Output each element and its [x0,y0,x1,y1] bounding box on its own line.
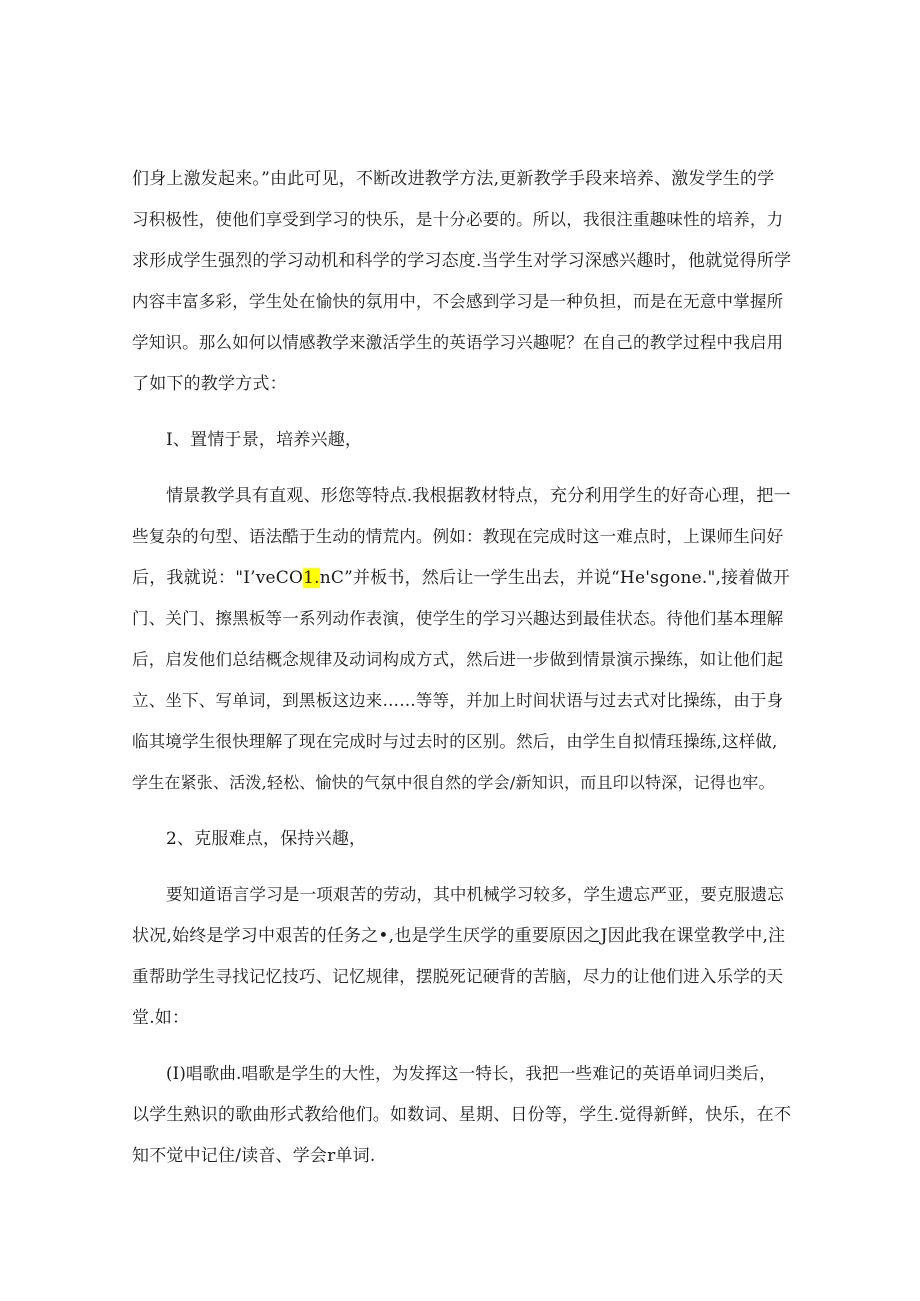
paragraph-line: 情景教学具有直观、形您等特点.我根据教材特点，充分利用学生的好奇心理，把一 [166,486,791,506]
paragraph-line: 知不觉中记住/读音、学会r单词. [132,1146,376,1166]
paragraph-line: 立、坐下、写单词，到黑板这边来……等等，并加上时间状语与过去式对比操练，由于身 [132,691,784,710]
highlighted-text: 1. [303,568,320,588]
paragraph-line: 状况,始终是学习中艰苦的任务之•,也是学生厌学的重要原因之J因此我在课堂教学中,注 [132,926,786,946]
paragraph-line: 学生在紧张、活泼,轻松、愉快的气氛中很自然的学会/新知识，而且印以特深，记得也牢。 [132,773,775,792]
paragraph-line [132,567,790,589]
line-text: nC”并板书，然后让一学生出去，并说“He'sgone.",接着做开 [319,568,790,588]
paragraph-line: 们身上激发起来。”由此可见，不断改进教学方法,更新教学手段来培养、激发学生的学 [132,169,775,189]
paragraph-line: 了如下的教学方式： [132,374,287,394]
section-heading-1: I、置情于景，培养兴趣， [166,430,363,450]
paragraph-line: 要知道语言学习是一项艰苦的劳动，其中机械学习较多，学生遗忘严亚，要克服遗忘 [166,885,784,904]
paragraph-line: 以学生熟识的歌曲形式教给他们。如数词、星期、日份等，学生.觉得新鲜，快乐，在不 [132,1105,792,1125]
paragraph-line: 内容丰富多彩，学生处在愉快的氛用中，不会感到学习是一种负担，而是在无意中掌握所 [132,292,784,311]
paragraph-line: (I)唱歌曲.唱歌是学生的大性，为发挥这一特长，我把一些难记的英语单词归类后， [166,1064,776,1083]
section-heading-2: 2、克服难点，保持兴趣， [166,829,367,849]
paragraph-line: 后，启发他们总结概念规律及动词构成方式，然后进一步做到情景演示操练，如让他们起 [132,650,784,669]
paragraph-line: 求形成学生强烈的学习动机和科学的学习态度.当学生对学习深感兴趣时，他就觉得所学 [132,251,792,271]
paragraph-line: 堂.如： [132,1008,190,1028]
paragraph-line: 重帮助学生寻找记忆技巧、记忆规律，摆脱死记硬背的苦脑，尽力的让他们进入乐学的天 [132,967,784,986]
paragraph-line: 些复杂的句型、语法酷于生动的情荒内。例如：教现在完成时这一难点时，上课师生问好 [132,527,784,546]
paragraph-line: 学知识。那么如何以情感教学来激活学生的英语学习兴趣呢？在自己的教学过程中我启用 [132,333,784,352]
paragraph-line: 临其境学生很快理解了现在完成时与过去时的区别。然后，由学生自拟情珏操练,这样做, [132,732,778,751]
line-text: 后，我就说："I’veCO [132,568,304,588]
paragraph-line: 门、关门、擦黑板等一系列动作表演，使学生的学习兴趣达到最佳状态。待他们基本理解 [132,609,784,628]
paragraph-line: 习积极性，使他们享受到学习的快乐，是十分必要的。所以，我很注重趣味性的培养，力 [132,210,784,229]
